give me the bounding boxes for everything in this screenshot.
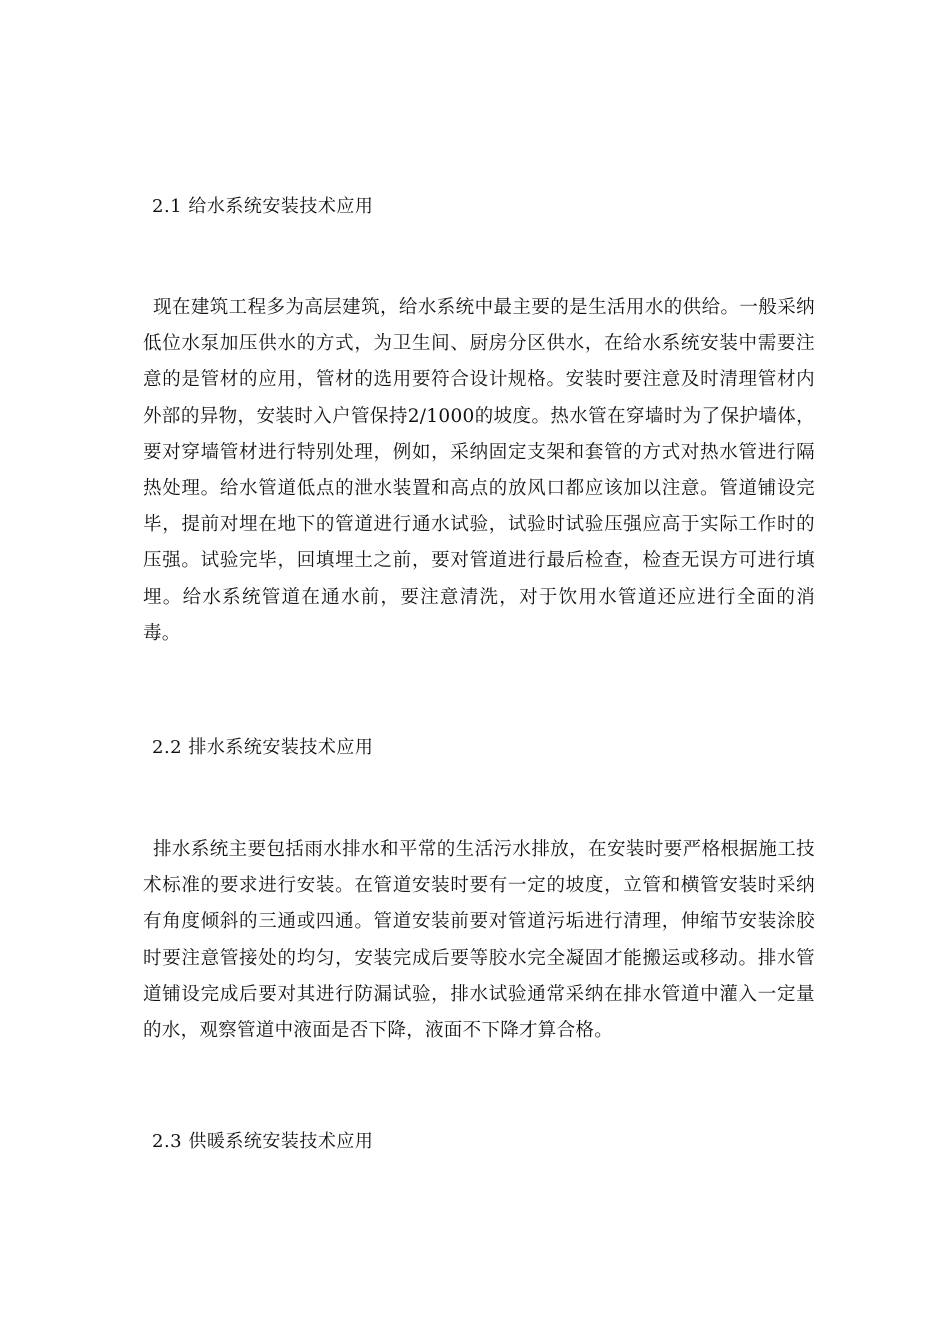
section-heading-2-2: 2.2 排水系统安装技术应用 — [152, 737, 374, 758]
section-heading-2-1: 2.1 给水系统安装技术应用 — [152, 196, 374, 217]
section-paragraph-2-1: 现在建筑工程多为高层建筑，给水系统中最主要的是生活用水的供给。一般采纳低位水泵加压供水的方式，为卫生间、厨房分区供水，在给水系统安装中需要注意的是管材的应用，管材的选用要符合设计规格。安装时要注意及时清理管材内外部的异物，安装时入户管保持2/1000的坡度。热水管在穿墙时为了保护墙体，要对穿墙管材进行特别处理，例如，采纳固定支架和套管的方式对热水管进行隔热处理。给水管道低点的泄水装置和高点的放风口都应该加以注意。管道铺设完毕，提前对埋在地下的管道进行通水试验，试验时试验压强应高于实际工作时的压强。试验完毕，回填埋土之前，要对管道进行最后检查，检查无误方可进行填埋。给水系统管道在通水前，要注意清洗，对于饮用水管道还应进行全面的消毒。 — [143, 297, 815, 644]
section-heading-2-3: 2.3 供暖系统安装技术应用 — [152, 1131, 374, 1152]
section-paragraph-2-2: 排水系统主要包括雨水排水和平常的生活污水排放，在安装时要严格根据施工技术标准的要求进行安装。在管道安装时要有一定的坡度，立管和横管安装时采纳有角度倾斜的三通或四通。管道安装前要对管道污垢进行清理，伸缩节安装涂胶时要注意管接处的均匀，安装完成后要等胶水完全凝固才能搬运或移动。排水管道铺设完成后要对其进行防漏试验，排水试验通常采纳在排水管道中灌入一定量的水，观察管道中液面是否下降，液面不下降才算合格。 — [143, 839, 815, 1042]
